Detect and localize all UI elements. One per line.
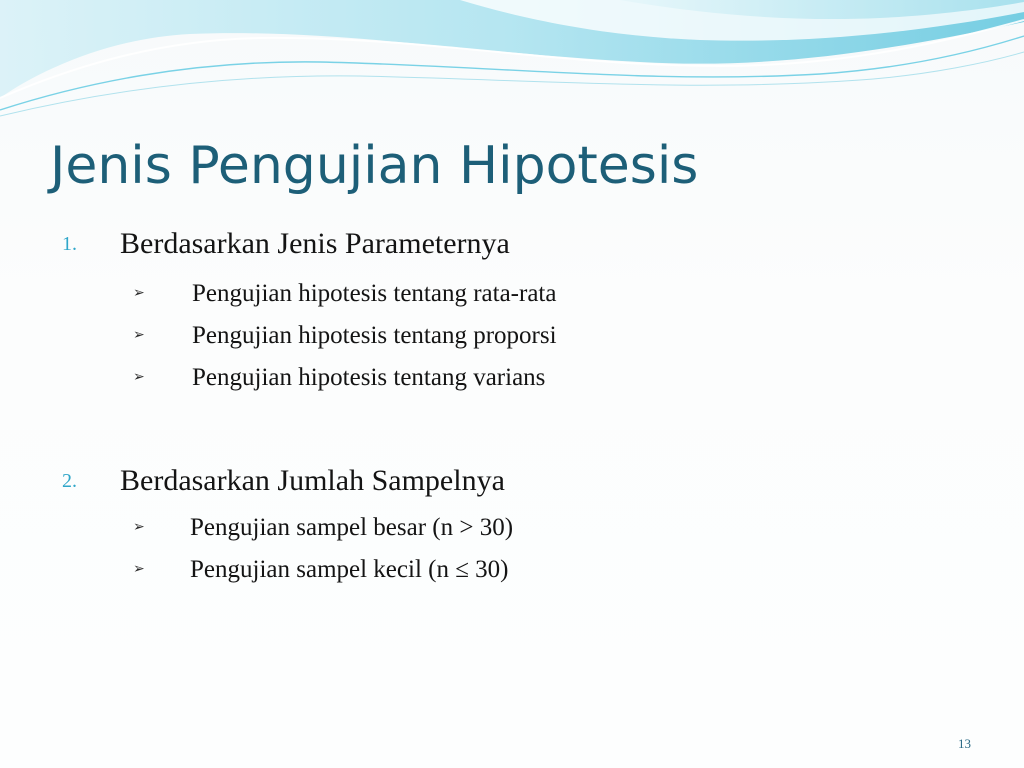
list-item-text: Pengujian hipotesis tentang varians — [192, 364, 546, 391]
list-item — [0, 315, 1024, 357]
list-item-text: Pengujian sampel besar (n > 30) — [190, 514, 514, 541]
page-number: 13 — [958, 736, 971, 751]
section-items — [0, 507, 1024, 591]
section-number: 1. — [62, 233, 77, 255]
arrow-bullet-icon: ➢ — [133, 520, 145, 535]
list-item — [0, 507, 1024, 549]
section-sample-size — [0, 460, 1024, 591]
section-heading-row — [0, 460, 1024, 502]
section-heading: Berdasarkan Jumlah Sampelnya — [120, 464, 505, 497]
section-heading: Berdasarkan Jenis Parameternya — [120, 227, 510, 260]
decorative-wave-header — [0, 0, 1024, 130]
section-heading-row — [0, 223, 1024, 265]
section-number: 2. — [62, 470, 77, 492]
arrow-bullet-icon: ➢ — [133, 328, 145, 343]
list-item-text: Pengujian hipotesis tentang proporsi — [192, 322, 557, 349]
list-item-text: Pengujian sampel kecil (n ≤ 30) — [190, 556, 509, 583]
list-item — [0, 357, 1024, 399]
list-item — [0, 549, 1024, 591]
section-items — [0, 273, 1024, 399]
list-item — [0, 273, 1024, 315]
arrow-bullet-icon: ➢ — [133, 286, 145, 301]
section-parameter — [0, 223, 1024, 399]
slide-title: Jenis Pengujian Hipotesis — [50, 136, 699, 196]
arrow-bullet-icon: ➢ — [133, 562, 145, 577]
list-item-text: Pengujian hipotesis tentang rata-rata — [192, 280, 557, 307]
arrow-bullet-icon: ➢ — [133, 370, 145, 385]
